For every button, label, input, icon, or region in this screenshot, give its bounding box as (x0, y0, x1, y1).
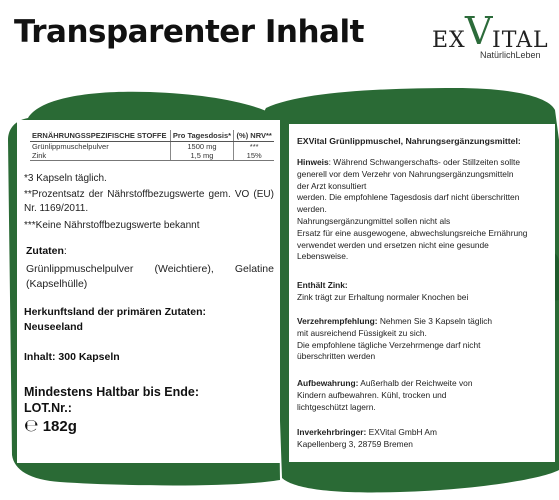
exvital-logo (432, 9, 552, 62)
row-name: Grünlippmuschelpulver (30, 142, 170, 152)
nutrition-table-header (30, 130, 274, 142)
table-row (30, 142, 274, 152)
logo-v: V (465, 9, 493, 53)
zinc-section: Enthält Zink: Zink trägt zur Erhaltung normaler Knochen bei (297, 280, 469, 302)
row-name: Zink (30, 151, 170, 161)
notice-section: Hinweis: Während Schwangerschafts- oder Stillzeiten sollte generell vor dem Verzehr von Nahrungsergänzungsmitteln der Arzt konsultiert werden. Die empfohlene Tagesdosis darf nicht überschritten werden. Nahrungsergänzungmittel sollen nicht als Ersatz für eine ausgewogene, abwechslungsreiche Ernährung verwendet werden und ersetzen nicht eine gesunde Lebensweise. (297, 157, 528, 262)
dosage-label: Verzehrempfehlung: (297, 316, 378, 326)
origin-label: Herkunftsland der primären Zutaten: (24, 306, 207, 318)
estimated-sign-icon: ℮ (24, 416, 39, 436)
storage-section: Aufbewahrung: Außerhalb der Reichweite von Kindern aufbewahren. Kühl, trocken und lichtgeschützt lagern. (297, 378, 473, 412)
lot-number-label: LOT.Nr.: (24, 401, 72, 415)
product-title: EXVital Grünlippmuschel, Nahrungsergänzungsmittel: (297, 136, 521, 146)
distributor-section: Inverkehrbringer: EXVital GmbH Am Kapellenberg 3, 28759 Bremen (297, 427, 437, 449)
notice-label: Hinweis (297, 157, 329, 167)
footnote-nrv: **Prozentsatz der Nährstoffbezugswerte gem. VO (EU) Nr. 1169/2011. (24, 189, 274, 214)
footnote-no-nrv: ***Keine Nährstoffbezugswerte bekannt (24, 220, 200, 231)
distributor-label: Inverkehrbringer: (297, 427, 367, 437)
page-title: Transparenter Inhalt (14, 14, 364, 50)
col-header-substances: ERNÄHRUNGSSPEZIFISCHE STOFFE (30, 130, 170, 142)
col-header-dose: Pro Tagesdosis* (170, 130, 234, 142)
ingredients-label: Zutaten: (26, 245, 67, 257)
best-before-label: Mindestens Haltbar bis Ende: (24, 385, 200, 399)
origin-value: Neuseeland (24, 321, 83, 333)
dosage-section: Verzehrempfehlung: Nehmen Sie 3 Kapseln täglich mit ausreichend Füssigkeit zu sich. Die empfohlene tägliche Verzehrmenge darf nicht überschritten werden (297, 316, 493, 362)
table-row (30, 151, 274, 161)
row-nrv: *** (249, 142, 259, 151)
row-dose: 1,5 mg (170, 151, 234, 161)
zinc-label: Enthält Zink: (297, 280, 348, 290)
net-weight: ℮ 182g (24, 416, 77, 436)
content-amount: Inhalt: 300 Kapseln (24, 351, 120, 363)
row-dose: 1500 mg (170, 142, 234, 152)
nutrition-table (30, 130, 274, 161)
footnote-daily-dose: *3 Kapseln täglich. (24, 173, 107, 184)
row-nrv: 15% (234, 151, 274, 161)
logo-ex: EX (432, 28, 466, 53)
storage-label: Aufbewahrung: (297, 378, 359, 388)
ingredients-text: Grünlippmuschelpulver (Weichtiere), Gelatine (Kapselhülle) (26, 263, 274, 290)
logo-tagline: NatürlichLeben (480, 50, 541, 60)
logo-ital: ITAL (492, 28, 549, 53)
col-header-nrv: (%) NRV** (234, 130, 274, 142)
